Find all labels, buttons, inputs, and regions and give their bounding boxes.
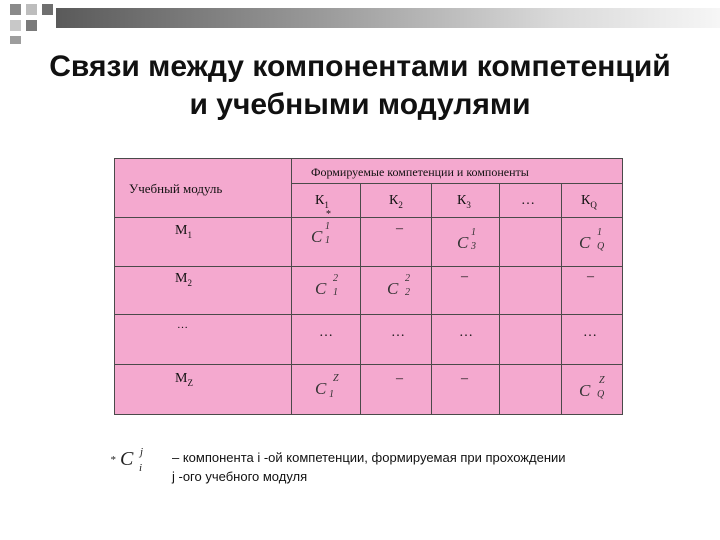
cell-ellipsis: …: [319, 325, 334, 340]
page-title-line2: и учебными модулями: [189, 88, 531, 121]
decor-square: [10, 36, 21, 44]
page-title-line1: Связи между компонентами компетенций: [49, 50, 671, 83]
row-module-ellipsis: …: [177, 319, 189, 331]
column-star: *: [326, 209, 331, 220]
column-header-ellipsis: …: [521, 193, 535, 208]
module-column-header: Учебный модуль: [129, 181, 223, 196]
cell-ellipsis: …: [459, 325, 474, 340]
grid-line: [115, 364, 622, 365]
column-header-k3: $К_3$: [457, 193, 471, 210]
grid-line: [291, 159, 292, 414]
cell-dash: –: [461, 371, 468, 386]
page-title: [0, 48, 720, 124]
column-header-k2: $К_2$: [389, 193, 403, 210]
cell-dash: –: [396, 371, 403, 386]
row-module-mz: $М_Z$: [175, 371, 193, 388]
column-header-kq: $К_Q$: [581, 193, 597, 210]
cell-c-1-1: C 1 1: [311, 221, 330, 246]
column-header-k1: $К_1$: [315, 193, 329, 210]
cell-c-z-1: C Z 1: [315, 373, 339, 400]
grid-line: [115, 217, 622, 218]
row-module-m2: $М_2$: [175, 271, 192, 288]
cell-c-2-1: C 2 1: [315, 273, 338, 298]
cell-ellipsis: …: [583, 325, 598, 340]
decor-square: [10, 4, 21, 15]
grid-line: [115, 266, 622, 267]
decor-gradient-ribbon: [56, 8, 720, 28]
footnote-line2: j -ого учебного модуля: [172, 469, 308, 484]
grid-line: [291, 183, 622, 184]
decor-square: [10, 20, 21, 31]
decorative-header-bar: [0, 0, 720, 44]
row-module-m1: $М_1$: [175, 223, 192, 240]
cell-dash: –: [396, 221, 403, 236]
cell-c-2-2: C 2 2: [387, 273, 410, 298]
cell-c-z-q: C Z Q: [579, 375, 605, 400]
decor-square: [42, 4, 53, 15]
cell-c-1-3: C 1 3: [457, 227, 476, 252]
footnote-line1: – компонента i -ой компетенции, формируемая при прохождении: [172, 450, 566, 465]
competencies-header: Формируемые компетенции и компоненты: [311, 165, 529, 179]
cell-ellipsis: …: [391, 325, 406, 340]
footnote-text: [172, 448, 672, 486]
cell-dash: –: [461, 269, 468, 284]
decor-square: [26, 20, 37, 31]
competency-module-table: [114, 158, 623, 415]
decor-square: [26, 4, 37, 15]
cell-dash: –: [587, 269, 594, 284]
cell-c-1-q: C 1 Q: [579, 227, 605, 252]
grid-line: [115, 314, 622, 315]
